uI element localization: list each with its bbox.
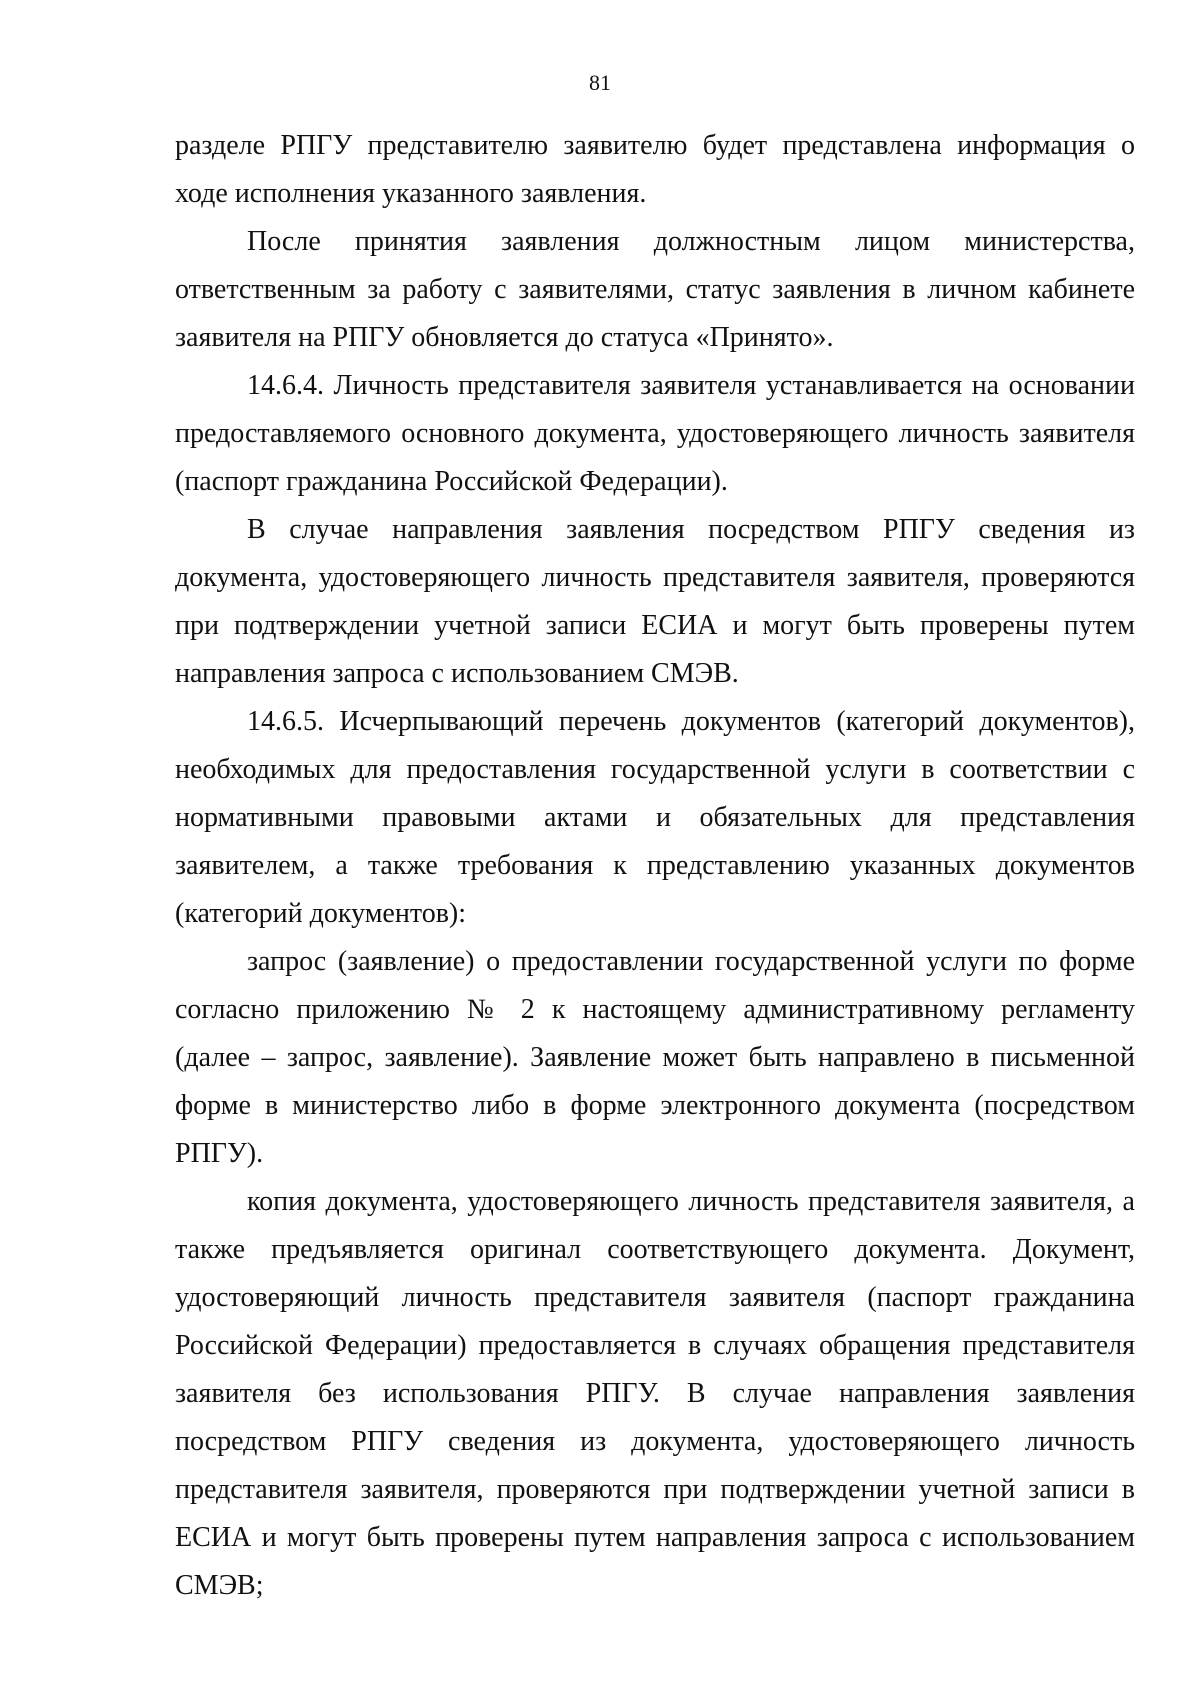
document-body: [175, 122, 1135, 1610]
page-number: 81: [589, 70, 611, 95]
paragraph: запрос (заявление) о предоставлении государственной услуги по форме согласно приложению № 2 к настоящему административному регламенту (далее – запрос, заявление). Заявление может быть направлено в письменной форме в министерство либо в форме электронного документа (посредством РПГУ).: [175, 946, 1135, 1169]
paragraph: 14.6.5. Исчерпывающий перечень документов (категорий документов), необходимых для предоставления государственной услуги в соответствии с нормативными правовыми актами и обязательных для представления заявителем, а также требования к представлению указанных документов (категорий документов):: [175, 706, 1135, 929]
paragraph: разделе РПГУ представителю заявителю будет представлена информация о ходе исполнения указанного заявления.: [175, 130, 1135, 209]
paragraph: 14.6.4. Личность представителя заявителя устанавливается на основании предоставляемого основного документа, удостоверяющего личность заявителя (паспорт гражданина Российской Федерации).: [175, 370, 1135, 497]
paragraph: копия документа, удостоверяющего личность представителя заявителя, а также предъявляется оригинал соответствующего документа. Документ, удостоверяющий личность представителя заявителя (паспорт гражданина Российской Федерации) предоставляется в случаях обращения представителя заявителя без использования РПГУ. В случае направления заявления посредством РПГУ сведения из документа, удостоверяющего личность представителя заявителя, проверяются при подтверждении учетной записи в ЕСИА и могут быть проверены путем направления запроса с использованием СМЭВ;: [175, 1186, 1135, 1601]
paragraph: После принятия заявления должностным лицом министерства, ответственным за работу с заявителями, статус заявления в личном кабинете заявителя на РПГУ обновляется до статуса «Принято».: [175, 226, 1135, 353]
paragraph: В случае направления заявления посредством РПГУ сведения из документа, удостоверяющего личность представителя заявителя, проверяются при подтверждении учетной записи ЕСИА и могут быть проверены путем направления запроса с использованием СМЭВ.: [175, 514, 1135, 689]
